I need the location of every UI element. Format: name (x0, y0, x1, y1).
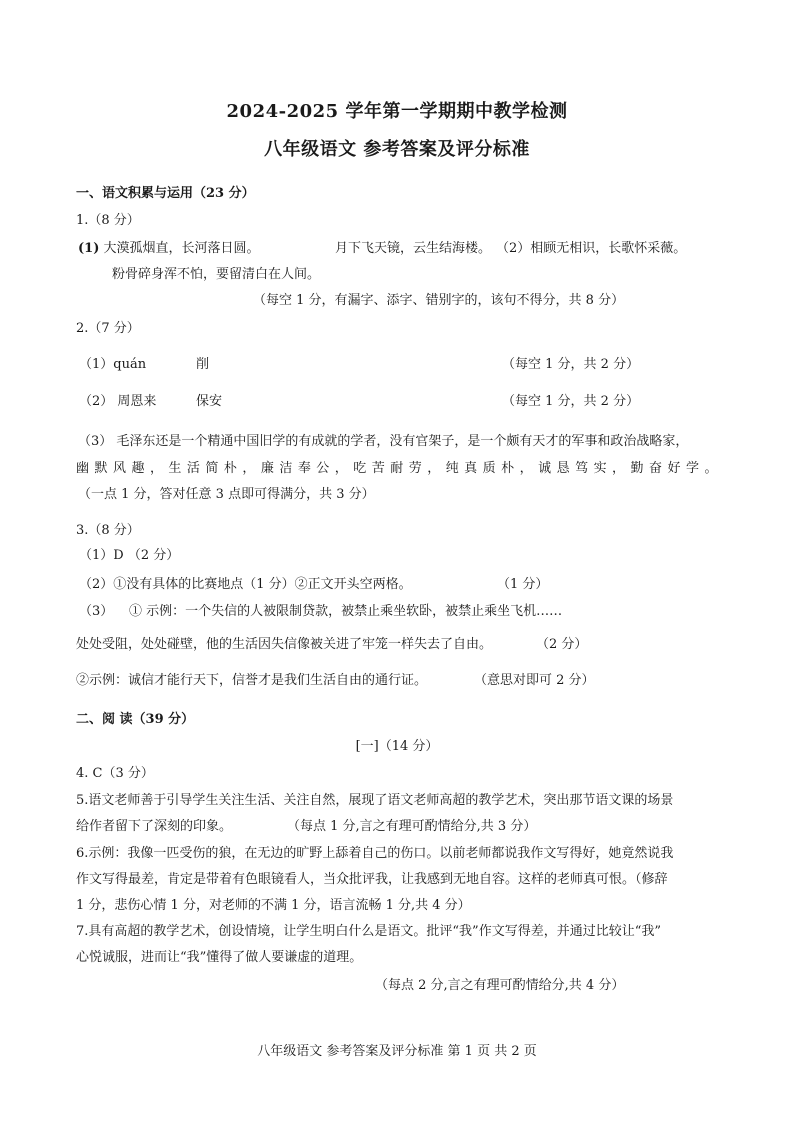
q5-line2: 给作者留下了深刻的印象。 (76, 819, 233, 834)
q2-r3-char: ， (427, 461, 441, 476)
q2-r1-number: （1）quán (79, 357, 147, 372)
q2-r3-char: 恳 (556, 461, 570, 476)
page-title: 2024-2025 学年第一学期期中教学检测 (226, 101, 568, 122)
q2-r3-char: 洁 (279, 461, 293, 476)
q2-r3-char: 质 (482, 461, 496, 476)
q2-r1-score: （每空 1 分，共 2 分） (502, 357, 640, 372)
q1-score: （每空 1 分，有漏字、添字、错别字的，该句不得分，共 8 分） (253, 293, 625, 308)
q2-r3-char: 幽 (76, 461, 90, 476)
q2-r3-char: ， (519, 461, 533, 476)
q4-answer: 4. C（3 分） (76, 766, 154, 781)
q2-r3-char: 活 (186, 461, 200, 476)
q2-r3-score: （一点 1 分，答对任意 3 点即可得满分，共 3 分） (78, 487, 375, 502)
page-footer: 八年级语文 参考答案及评分标准 第 1 页 共 2 页 (257, 1044, 537, 1059)
q3-r3-number: （3） (79, 604, 114, 619)
q2-r3-char: 朴 (501, 461, 515, 476)
q2-r3-char: 风 (112, 461, 126, 476)
q2-r3-char: 奉 (297, 461, 311, 476)
q2-r3-char: 劳 (408, 461, 422, 476)
q2-r1-answer: 削 (196, 357, 210, 372)
q2-r3-char: 趣 (131, 461, 145, 476)
q1-a1b-text: 月下飞天镜，云生结海楼。 (335, 241, 492, 256)
q2-r3-char: 笃 (575, 461, 589, 476)
q2-r3-char: ， (242, 461, 256, 476)
q2-label: 2.（7 分） (76, 321, 140, 336)
q2-r3-line2 (76, 460, 718, 478)
q1-answer-row (78, 240, 260, 258)
q2-r3-char: ， (149, 461, 163, 476)
q2-r3-char: 实 (593, 461, 607, 476)
q1-a2-text: （2）相顾无相识，长歌怀采薇。 (496, 241, 687, 256)
q3-r2-score: （1 分） (497, 577, 549, 592)
q1-label: 1.（8 分） (76, 213, 140, 228)
q2-r3-char: 诚 (538, 461, 552, 476)
q3-r3-continued: 处处受阻，处处碰壁，他的生活因失信像被关进了牢笼一样失去了自由。 (76, 637, 493, 652)
q3-label: 3.（8 分） (76, 523, 140, 538)
q2-r2-number: （2） 周恩来 (79, 394, 157, 409)
q1-a3-text: 粉骨碎身浑不怕，要留清白在人间。 (112, 267, 321, 282)
q3-r4-score: （意思对即可 2 分） (474, 673, 595, 688)
q2-r3-char: 学 (685, 461, 699, 476)
q2-r3-char: 好 (667, 461, 681, 476)
page-subtitle: 八年级语文 参考答案及评分标准 (264, 139, 530, 160)
q2-r3-char: ， (334, 461, 348, 476)
q7-line1: 7.具有高超的教学艺术，创设情境，让学生明白什么是语文。批评“我”作文写得差，并通过比较让“我” (76, 924, 661, 939)
q6-line2: 作文写得最差，肯定是带着有色眼镜看人，当众批评我，让我感到无地自容。这样的老师真可恨。（修辞 (76, 872, 668, 887)
q2-r3-char: 生 (168, 461, 182, 476)
q7-line2: 心悦诚服，进而让“我”懂得了做人要谦虚的道理。 (76, 950, 363, 965)
q3-r2: （2）①没有具体的比赛地点（1 分）②正文开头空两格。 (79, 577, 412, 592)
q1-a1-text: 大漠孤烟直，长河落日圆。 (103, 241, 260, 256)
q6-line1: 6.示例：我像一匹受伤的狼，在无边的旷野上舔着自己的伤口。以前老师都说我作文写得好，她竟然说我 (76, 846, 674, 861)
q2-r3-char: 奋 (649, 461, 663, 476)
q5-line1: 5.语文老师善于引导学生关注生活、关注自然，展现了语文老师高超的教学艺术，突出那节语文课的场景 (76, 793, 674, 808)
q2-r3-char: 吃 (353, 461, 367, 476)
q3-r3-text: ① 示例：一个失信的人被限制贷款，被禁止乘坐软卧，被禁止乘坐飞机…… (129, 604, 563, 619)
section2-heading: 二、阅 读（39 分） (76, 712, 195, 727)
q3-r4: ②示例：诚信才能行天下，信誉才是我们生活自由的通行证。 (76, 673, 428, 688)
q2-r3-line1: （3） 毛泽东还是一个精通中国旧学的有成就的学者，没有官架子，是一个颇有天才的军事和政治战略家， (78, 434, 689, 449)
q3-r3-score: （2 分） (536, 637, 588, 652)
q2-r3-char: 苦 (371, 461, 385, 476)
q2-r3-char: 纯 (445, 461, 459, 476)
q2-r2-answer: 保安 (196, 394, 223, 409)
q2-r3-char: 默 (94, 461, 108, 476)
q3-r1: （1）D （2 分） (79, 548, 180, 563)
q7-score: （每点 2 分,言之有理可酌情给分,共 4 分） (375, 978, 625, 993)
q1-a1-number: (1) (78, 241, 100, 256)
q2-r2-score: （每空 1 分，共 2 分） (502, 394, 640, 409)
q2-r3-char: ， (612, 461, 626, 476)
q2-r3-char: 。 (704, 461, 718, 476)
q2-r3-char: 真 (464, 461, 478, 476)
q2-r3-char: 勤 (630, 461, 644, 476)
q5-score: （每点 1 分,言之有理可酌情给分,共 3 分） (287, 819, 537, 834)
q2-r3-char: 朴 (223, 461, 237, 476)
q2-r3-char: 简 (205, 461, 219, 476)
q2-r3-char: 公 (316, 461, 330, 476)
section2-part1: [一]（14 分） (355, 739, 439, 754)
q2-r3-char: 廉 (260, 461, 274, 476)
q2-r3-char: 耐 (390, 461, 404, 476)
section1-heading: 一、语文积累与运用（23 分） (76, 186, 255, 201)
q6-line3: 1 分，悲伤心情 1 分，对老师的不满 1 分，语言流畅 1 分,共 4 分） (76, 898, 471, 913)
